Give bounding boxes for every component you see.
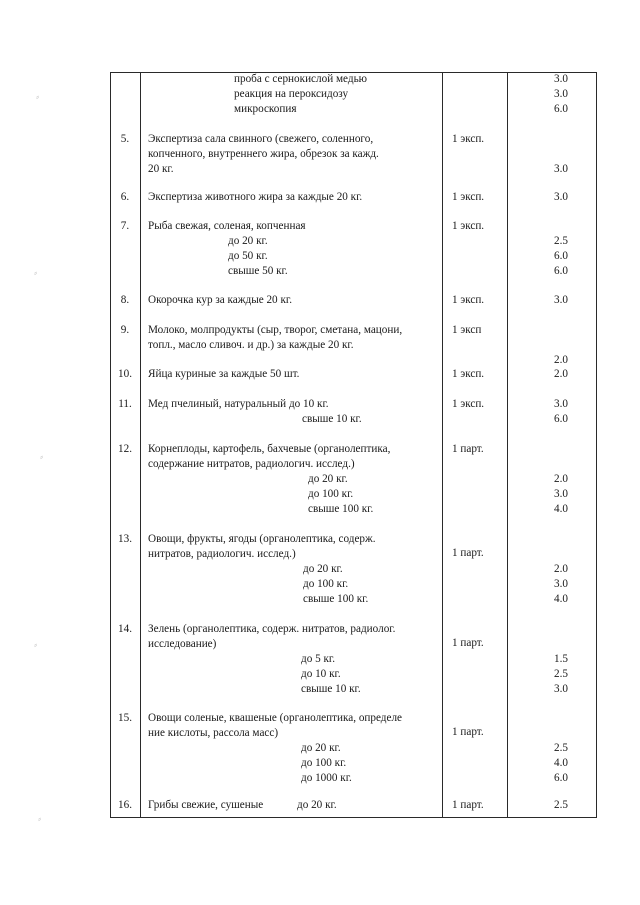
row-description-line: 20 кг.	[148, 163, 174, 175]
row-number: 10.	[118, 368, 132, 380]
table-divider-unit	[507, 72, 508, 818]
row-unit: 1 эксп.	[452, 220, 485, 232]
scan-mark: ⸗	[40, 452, 44, 463]
row-price: 3.0	[554, 294, 568, 306]
row-description-line: до 10 кг.	[301, 668, 341, 680]
row-price: 2.0	[554, 563, 568, 575]
row-description-line: свыше 50 кг.	[228, 265, 288, 277]
row-price: 3.0	[554, 578, 568, 590]
row-price: 3.0	[554, 191, 568, 203]
row-price: 2.5	[554, 668, 568, 680]
scan-mark: ⸗	[34, 640, 38, 651]
row-unit: 1 эксп.	[452, 133, 485, 145]
row-description-line: Рыба свежая, соленая, копченная	[148, 220, 306, 232]
row-price: 2.0	[554, 473, 568, 485]
row-description-line: Овощи, фрукты, ягоды (органолептика, содерж.	[148, 533, 376, 545]
row-price: 4.0	[554, 503, 568, 515]
row-price: 3.0	[554, 88, 568, 100]
row-number: 5.	[120, 133, 130, 145]
row-description-line: Мед пчелиный, натуральный до 10 кг.	[148, 398, 329, 410]
row-number: 9.	[120, 324, 130, 336]
row-price: 3.0	[554, 488, 568, 500]
table-border-right	[596, 72, 597, 818]
row-unit: 1 эксп.	[452, 294, 485, 306]
table-border-bottom	[110, 817, 597, 818]
row-price: 2.0	[554, 354, 568, 366]
row-description-line: микроскопия	[234, 103, 297, 115]
row-number: 11.	[118, 398, 132, 410]
row-description-line: Корнеплоды, картофель, бахчевые (органолептика,	[148, 443, 391, 455]
table-divider-desc	[442, 72, 443, 818]
row-number: 6.	[120, 191, 130, 203]
row-price: 3.0	[554, 163, 568, 175]
row-description-line: Яйца куриные за каждые 50 шт.	[148, 368, 300, 380]
row-description-line: Грибы свежие, сушеные	[148, 799, 264, 811]
row-price: 6.0	[554, 413, 568, 425]
row-description-line: до 100 кг.	[308, 488, 354, 500]
row-number: 14.	[118, 623, 132, 635]
row-price: 6.0	[554, 103, 568, 115]
row-description-line: свыше 100 кг.	[303, 593, 369, 605]
row-description-line: до 100 кг.	[303, 578, 349, 590]
row-number: 15.	[118, 712, 132, 724]
row-number: 12.	[118, 443, 132, 455]
row-description-line: Молоко, молпродукты (сыр, творог, сметана, мацони,	[148, 324, 403, 336]
row-unit: 1 парт.	[452, 799, 484, 811]
row-number: 7.	[120, 220, 130, 232]
scan-mark: ⸗	[34, 268, 38, 279]
row-description-line: проба с сернокислой медью	[234, 73, 368, 85]
row-description-line: до 50 кг.	[228, 250, 268, 262]
row-description-line: Окорочка кур за каждые 20 кг.	[148, 294, 293, 306]
row-description-line: до 20 кг.	[228, 235, 268, 247]
row-price: 2.5	[554, 742, 568, 754]
row-unit: 1 эксп.	[452, 191, 485, 203]
row-description-line: свыше 10 кг.	[301, 683, 361, 695]
row-price: 1.5	[554, 653, 568, 665]
row-unit: 1 эксп.	[452, 398, 485, 410]
row-description-line: до 1000 кг.	[301, 772, 352, 784]
row-unit: 1 парт.	[452, 726, 484, 738]
row-description-line: нитратов, радиологич. исслед.)	[148, 548, 296, 560]
row-price: 6.0	[554, 250, 568, 262]
row-description-line: свыше 10 кг.	[302, 413, 362, 425]
row-description-line: свыше 100 кг.	[308, 503, 374, 515]
row-description-line: топл., масло сливоч. и др.) за каждые 20 кг.	[148, 339, 354, 351]
row-description-line: Экспертиза сала свинного (свежего, соленного,	[148, 133, 374, 145]
row-price: 3.0	[554, 73, 568, 85]
row-number: 16.	[118, 799, 132, 811]
row-description-line: копченного, внутреннего жира, обрезок за кажд.	[148, 148, 379, 160]
scan-mark: ⸗	[36, 92, 40, 103]
row-price: 3.0	[554, 398, 568, 410]
row-price: 2.0	[554, 368, 568, 380]
row-price: 2.5	[554, 235, 568, 247]
row-price: 2.5	[554, 799, 568, 811]
row-description-line: до 100 кг.	[301, 757, 347, 769]
row-unit: 1 парт.	[452, 547, 484, 559]
row-price: 4.0	[554, 593, 568, 605]
row-price: 6.0	[554, 265, 568, 277]
row-unit: 1 эксп.	[452, 368, 485, 380]
row-description-line: до 5 кг.	[301, 653, 336, 665]
row-unit: 1 парт.	[452, 443, 484, 455]
row-number: 8.	[120, 294, 130, 306]
row-description-line: содержание нитратов, радиологич. исслед.)	[148, 458, 355, 470]
row-description-line: Зелень (органолептика, содерж. нитратов, радиолог.	[148, 623, 396, 635]
row-unit: 1 парт.	[452, 637, 484, 649]
row-description-line: до 20 кг.	[301, 742, 341, 754]
row-description-line: до 20 кг.	[297, 799, 337, 811]
table-divider-num	[140, 72, 141, 818]
row-description-line: до 20 кг.	[303, 563, 343, 575]
row-description-line: реакция на пероксидозу	[234, 88, 349, 100]
row-unit: 1 эксп	[452, 324, 482, 336]
scan-mark: ⸗	[38, 814, 42, 825]
row-description-line: ние кислоты, рассола масс)	[148, 727, 279, 739]
row-price: 6.0	[554, 772, 568, 784]
row-description-line: до 20 кг.	[308, 473, 348, 485]
row-price: 3.0	[554, 683, 568, 695]
row-description-line: исследование)	[148, 638, 217, 650]
row-price: 4.0	[554, 757, 568, 769]
row-description-line: Овощи соленые, квашеные (органолептика, определе	[148, 712, 403, 724]
row-number: 13.	[118, 533, 132, 545]
row-description-line: Экспертиза животного жира за каждые 20 кг.	[148, 191, 363, 203]
